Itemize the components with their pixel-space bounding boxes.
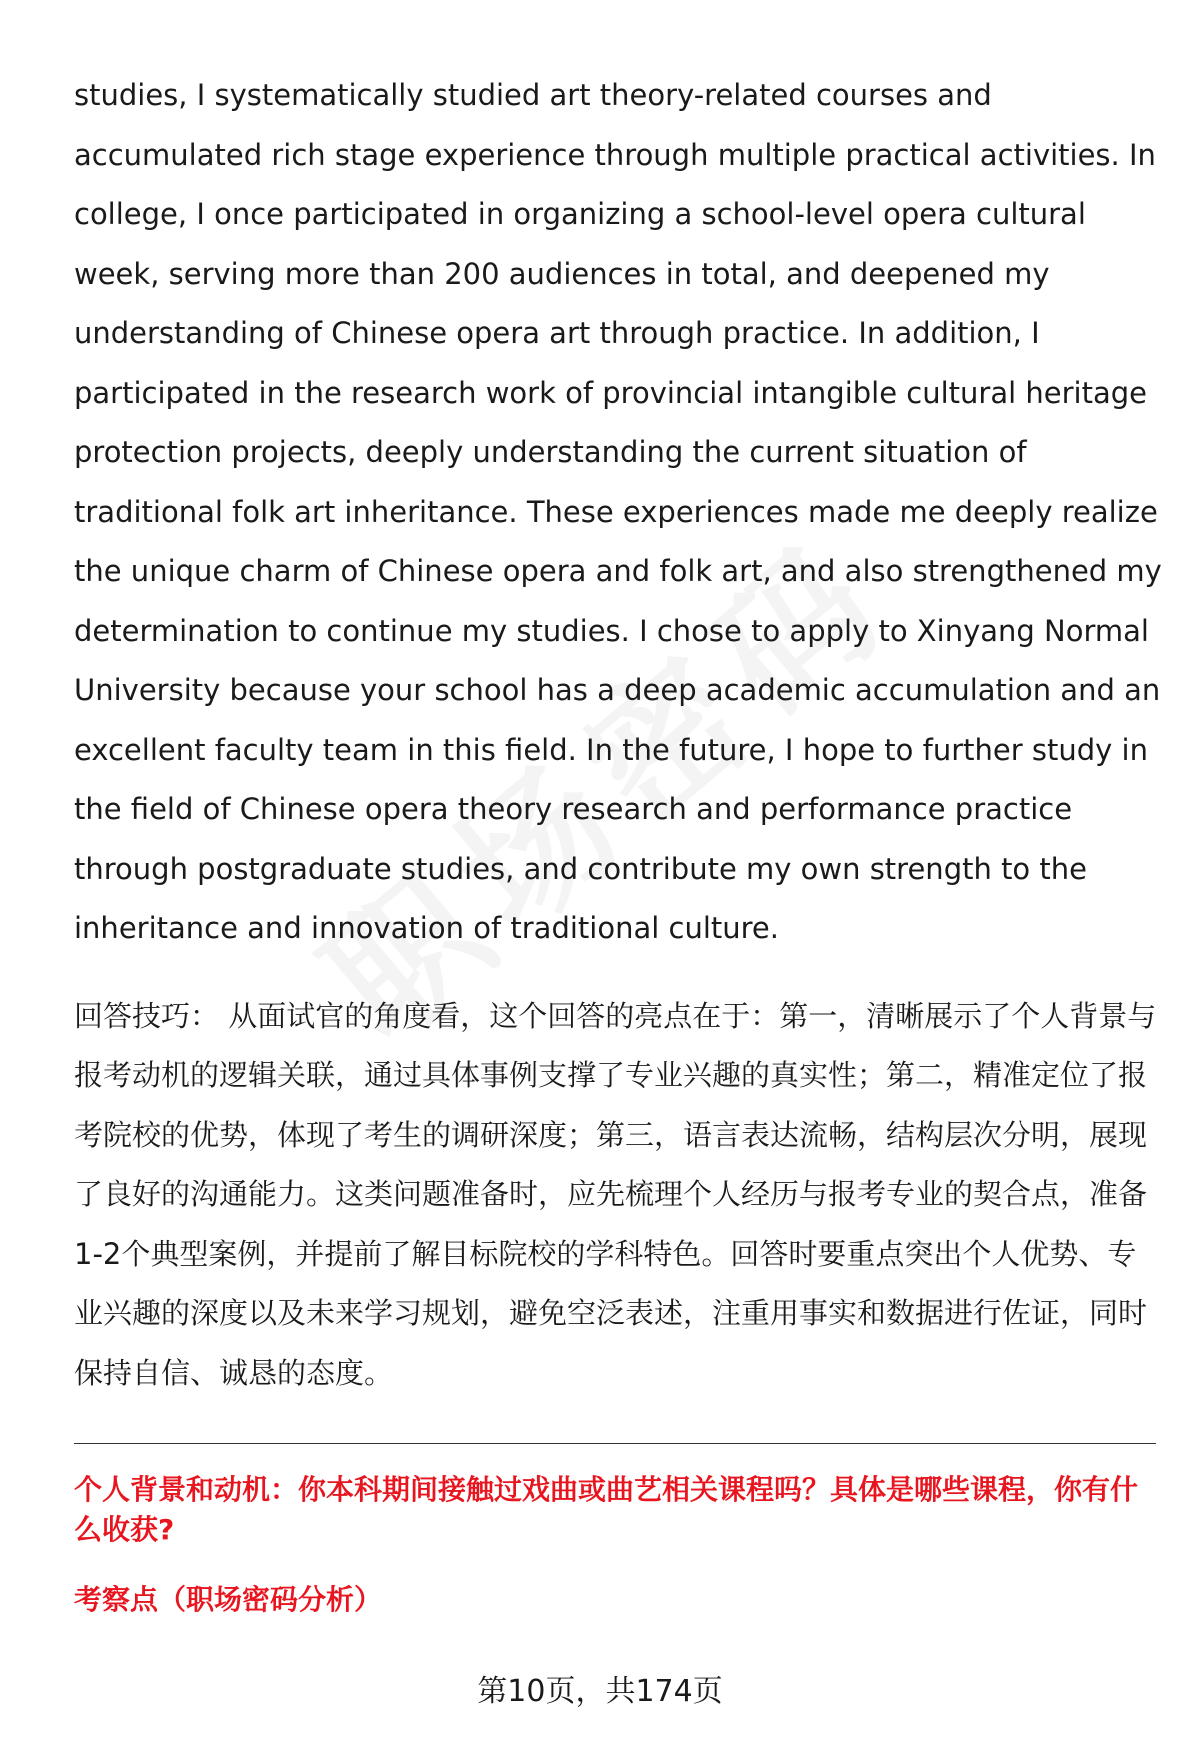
answer-tips-paragraph: 回答技巧： 从面试官的角度看，这个回答的亮点在于：第一，清晰展示了个人背景与报考动机的逻辑关联，通过具体事例支撑了专业兴趣的真实性；第二，精准定位了报考院校的优势，体现了考生的调研深度；第三，语言表达流畅，结构层次分明，展现了良好的沟通能力。这类问题准备时，应先梳理个人经历与报考专业的契合点，准备1-2个典型案例，并提前了解目标院校的学科特色。回答时要重点突出个人优势、专业兴趣的深度以及未来学习规划，避免空泛表述，注重用事实和数据进行佐证，同时保持自信、诚恳的态度。 [74, 998, 1157, 1390]
page-number-footer: 第10页，共174页 [477, 1674, 723, 1709]
assessment-point-label: 考察点（职场密码分析） [74, 1583, 383, 1616]
section-divider [74, 1443, 1156, 1444]
question-heading: 个人背景和动机：你本科期间接触过戏曲或曲艺相关课程吗？具体是哪些课程，你有什么收获? [74, 1473, 1139, 1546]
page-content [74, 66, 1162, 1620]
answer-english-paragraph: studies, I systematically studied art theory-related courses and accumulated rich stage experience through multiple practical activities. In college, I once participated in organizing a school-level opera cultural week, serving more than 200 audiences in total, and deepened my understanding of Chinese opera art through practice. In addition, I participated in the research work of provincial intangible cultural heritage protection projects, deeply understanding the current situation of traditional folk art inheritance. These experiences made me deeply realize the unique charm of Chinese opera and folk art, and also strengthened my determination to continue my studies. I chose to apply to Xinyang Normal University because your school has a deep academic accumulation and an excellent faculty team in this field. In the future, I hope to further study in the field of Chinese opera theory research and performance practice through postgraduate studies, and contribute my own strength to the inheritance and innovation of traditional culture. [74, 78, 1162, 945]
